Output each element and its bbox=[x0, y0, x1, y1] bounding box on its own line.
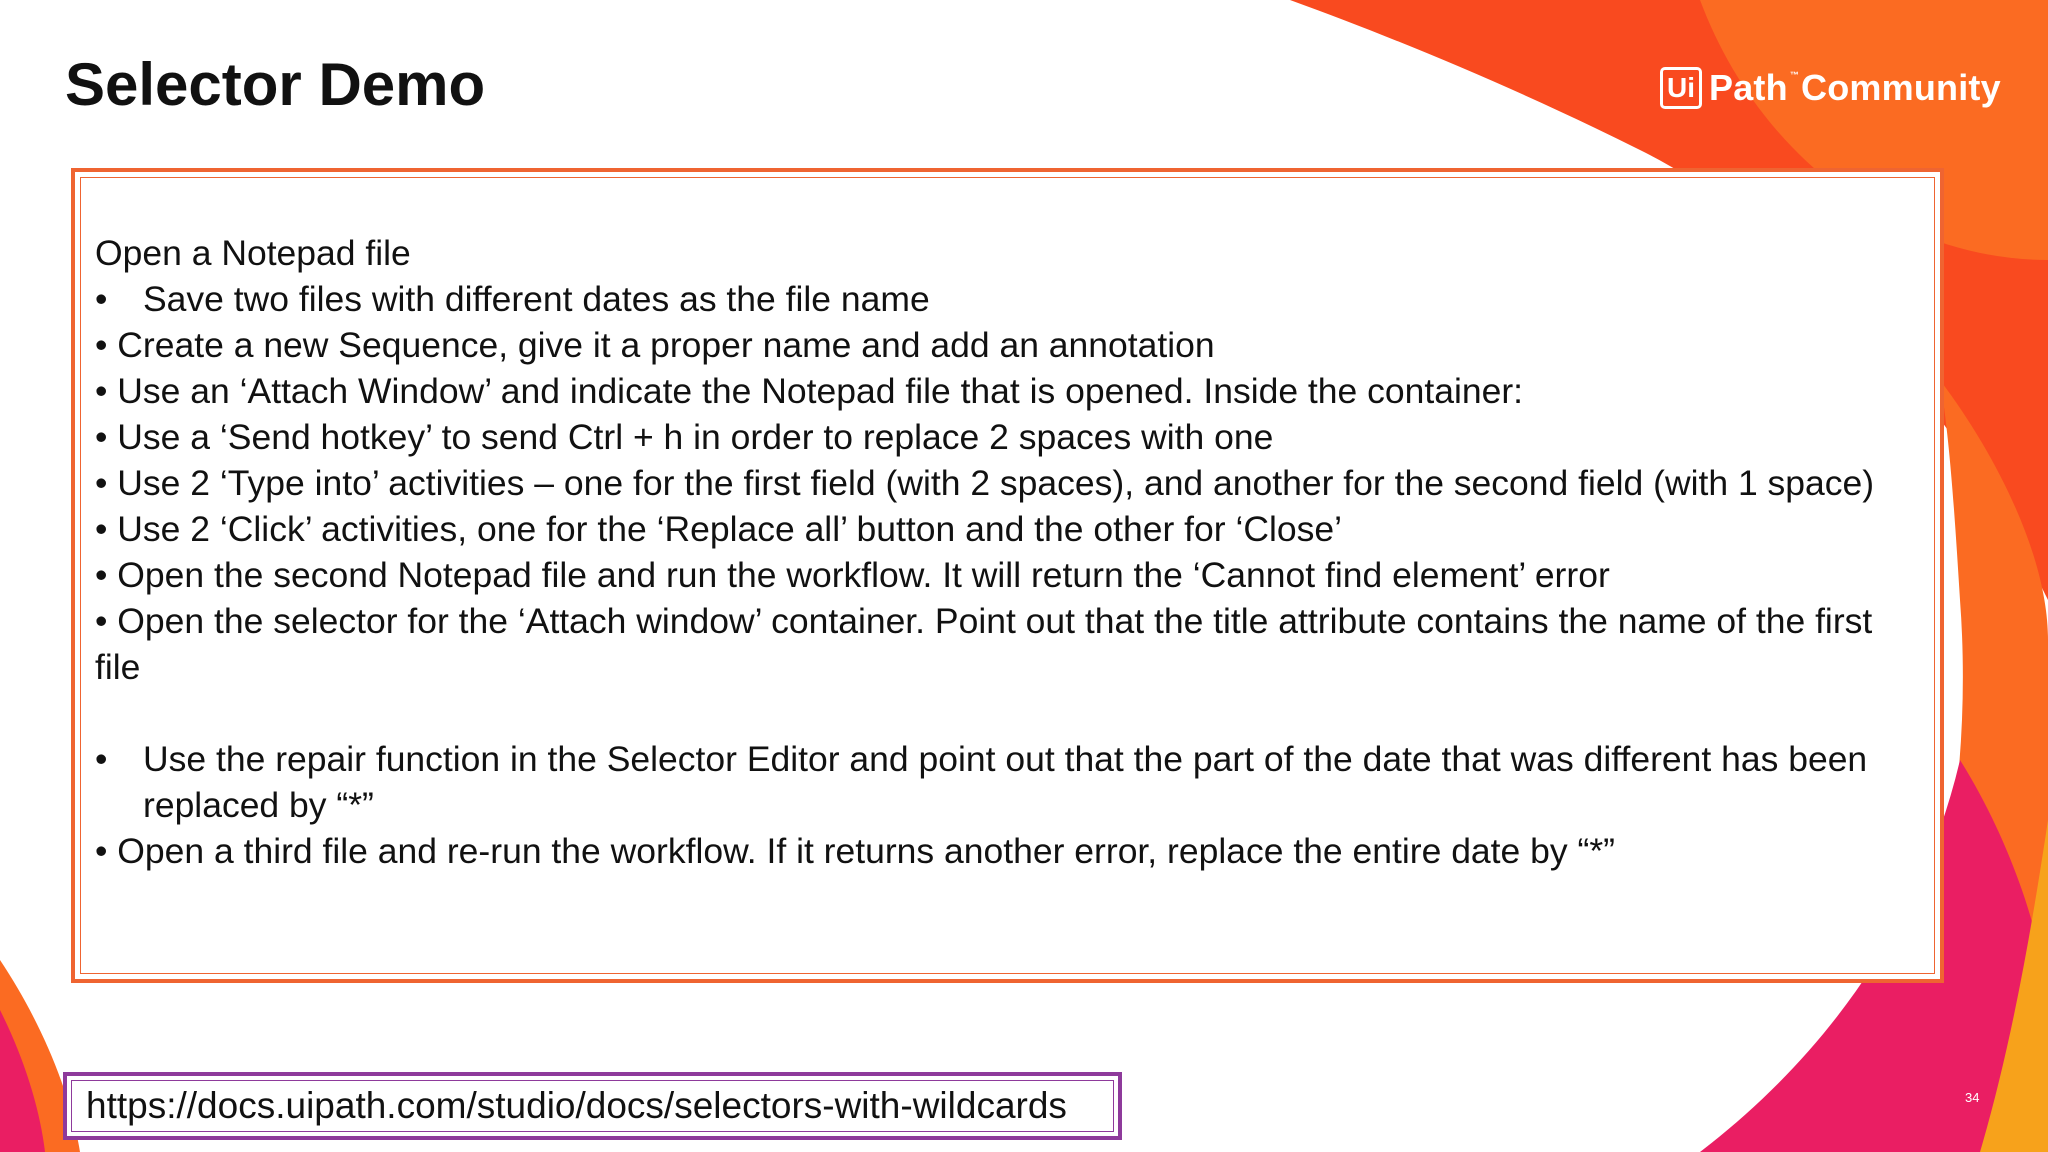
instruction-step: • Create a new Sequence, give it a proper name and add an annotation bbox=[95, 325, 1215, 365]
paragraph-spacer bbox=[95, 690, 1925, 736]
bullet-marker: • bbox=[95, 279, 108, 319]
instruction-step-indented bbox=[95, 276, 1925, 322]
uipath-community-logo bbox=[1660, 62, 2001, 114]
instruction-step: • Use a ‘Send hotkey’ to send Ctrl + h in order to replace 2 spaces with one bbox=[95, 417, 1274, 457]
instructions-panel bbox=[71, 168, 1944, 983]
instructions-content bbox=[95, 230, 1925, 874]
instructions-intro: Open a Notepad file bbox=[95, 233, 411, 273]
logo-ui-box: Ui bbox=[1660, 67, 1702, 109]
docs-link[interactable]: https://docs.uipath.com/studio/docs/selectors-with-wildcards bbox=[86, 1085, 1067, 1126]
instruction-step: • Open the second Notepad file and run the workflow. It will return the ‘Cannot find element’ error bbox=[95, 555, 1610, 595]
page-number: 34 bbox=[1965, 1090, 1980, 1105]
instruction-step-text: Save two files with different dates as the file name bbox=[143, 279, 930, 319]
instruction-step: • Open the selector for the ‘Attach window’ container. Point out that the title attribute contains the name of the first file bbox=[95, 601, 1873, 687]
logo-text bbox=[1709, 67, 2001, 109]
instruction-step: • Use an ‘Attach Window’ and indicate the Notepad file that is opened. Inside the container: bbox=[95, 371, 1524, 411]
instruction-step: • Use 2 ‘Type into’ activities – one for the first field (with 2 spaces), and another for the second field (with 1 space) bbox=[95, 463, 1875, 503]
docs-link-inner-border bbox=[71, 1080, 1114, 1132]
bullet-marker: • bbox=[95, 739, 108, 779]
instruction-step: • Open a third file and re-run the workflow. If it returns another error, replace the entire date by “*” bbox=[95, 831, 1615, 871]
logo-suffix: Community bbox=[1801, 67, 2001, 108]
instruction-step-indented bbox=[95, 736, 1925, 828]
docs-link-box bbox=[63, 1072, 1122, 1140]
logo-trademark: ™ bbox=[1789, 70, 1800, 80]
slide-title: Selector Demo bbox=[65, 51, 486, 118]
instruction-step-text: Use the repair function in the Selector Editor and point out that the part of the date that was different has been replaced by “*” bbox=[143, 739, 1868, 825]
instruction-step: • Use 2 ‘Click’ activities, one for the ‘Replace all’ button and the other for ‘Close’ bbox=[95, 509, 1342, 549]
logo-name: Path bbox=[1709, 67, 1788, 108]
